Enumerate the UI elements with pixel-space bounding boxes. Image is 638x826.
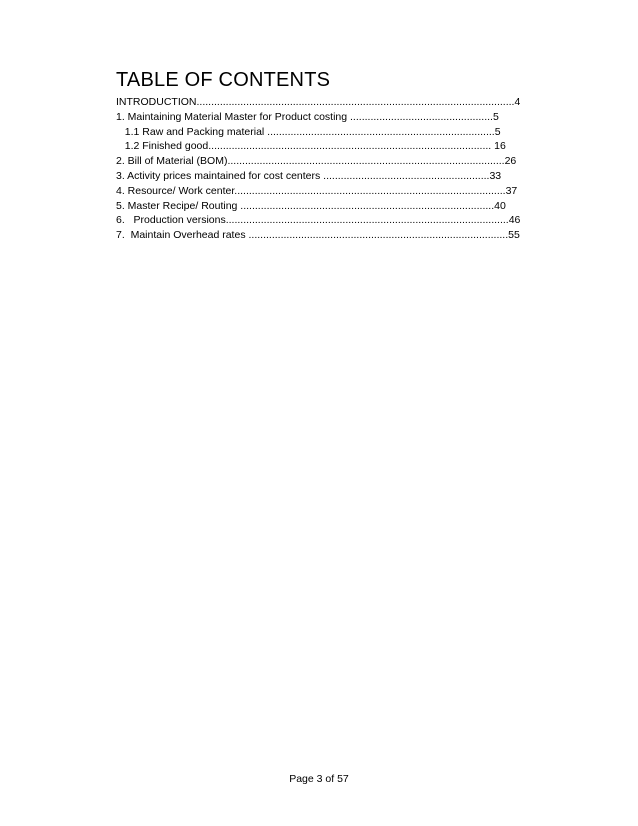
toc-entry-bill-of-material[interactable] — [116, 154, 546, 169]
toc-entry-introduction[interactable] — [116, 95, 546, 110]
toc-entry-material-master[interactable] — [116, 110, 546, 125]
toc-title: TABLE OF CONTENTS — [116, 69, 331, 91]
page-number-footer: Page 3 of 57 — [289, 773, 349, 785]
toc-entry-text: 3. Activity prices maintained for cost centers .........................................................33 — [116, 169, 502, 182]
toc-entry-overhead-rates[interactable] — [116, 228, 546, 243]
toc-entry-text: 5. Master Recipe/ Routing .......................................................................................40 — [116, 199, 506, 212]
toc-entry-resource-work-center[interactable] — [116, 184, 546, 199]
toc-entry-master-recipe[interactable] — [116, 199, 546, 214]
toc-entry-text: 6. Production versions.................................................................................................46 — [116, 214, 521, 227]
toc-entry-text: 1. Maintaining Material Master for Product costing .................................................5 — [116, 110, 499, 123]
toc-entry-raw-packing-material[interactable] — [116, 125, 546, 140]
toc-entry-text: 2. Bill of Material (BOM)...............................................................................................26 — [116, 155, 517, 168]
toc-list — [116, 95, 546, 243]
toc-entry-text: 1.1 Raw and Packing material ..............................................................................5 — [116, 125, 501, 138]
toc-entry-text: 7. Maintain Overhead rates .........................................................................................55 — [116, 229, 520, 242]
toc-entry-finished-good[interactable] — [116, 139, 546, 154]
toc-entry-activity-prices[interactable] — [116, 169, 546, 184]
toc-entry-text: INTRODUCTION.............................................................................................................4 — [116, 96, 521, 108]
toc-entry-text: 1.2 Finished good................................................................................................. 16 — [116, 140, 506, 153]
toc-entry-text: 4. Resource/ Work center.............................................................................................37 — [116, 184, 518, 197]
toc-entry-production-versions[interactable] — [116, 213, 546, 228]
